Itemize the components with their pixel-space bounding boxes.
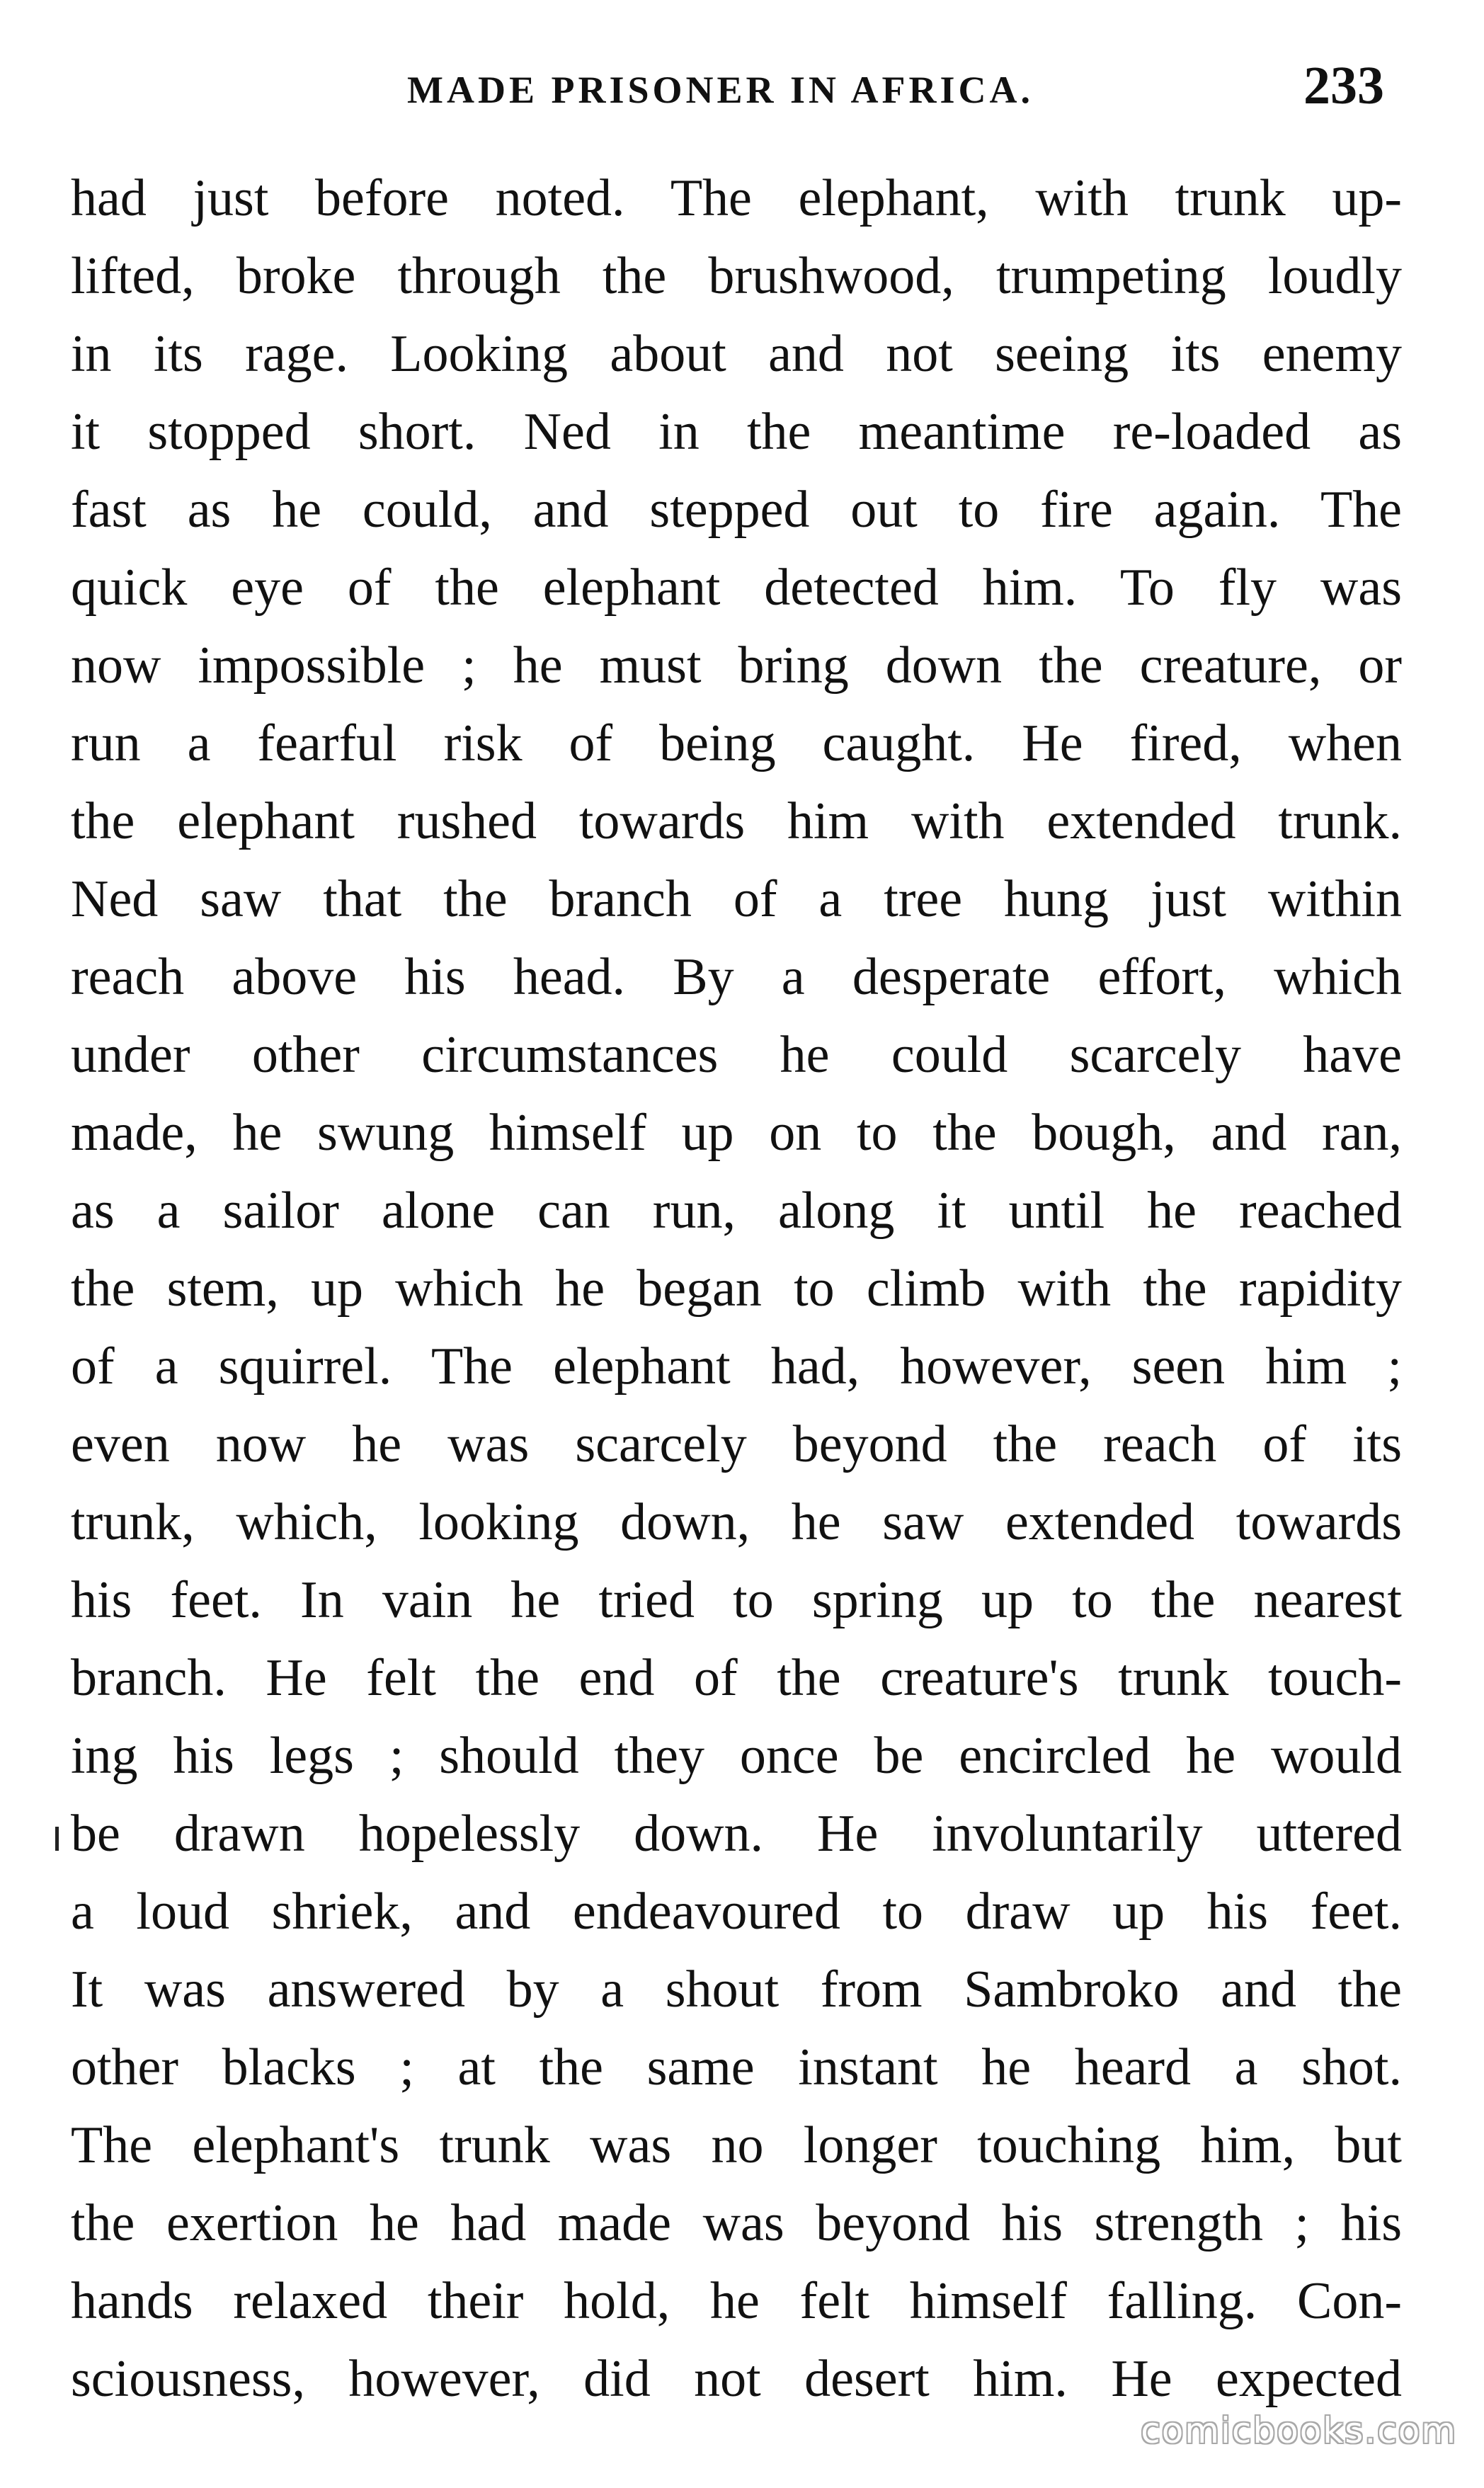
running-title: MADE PRISONER IN AFRICA. — [407, 69, 1034, 111]
text-line: hands relaxed their hold, he felt himself falling. Con- — [71, 2272, 1402, 2330]
text-line: fast as he could, and stepped out to fire again. The — [71, 481, 1402, 539]
text-line: other blacks ; at the same instant he heard a shot. — [71, 2038, 1402, 2096]
text-line: be drawn hopelessly down. He involuntarily uttered — [71, 1805, 1402, 1863]
text-line: sciousness, however, did not desert him. He expected — [71, 2350, 1402, 2408]
text-line: The elephant's trunk was no longer touching him, but — [71, 2116, 1402, 2174]
text-line: run a fearful risk of being caught. He fired, when — [71, 714, 1402, 772]
text-line: now impossible ; he must bring down the creature, or — [71, 637, 1402, 695]
text-line: trunk, which, looking down, he saw extended towards — [71, 1493, 1402, 1551]
running-head — [407, 55, 1384, 133]
text-line: the elephant rushed towards him with extended trunk. — [71, 792, 1402, 850]
text-line: as a sailor alone can run, along it until he reached — [71, 1182, 1402, 1240]
text-line: made, he swung himself up on to the bough, and ran, — [71, 1104, 1402, 1162]
text-line: reach above his head. By a desperate effort, which — [71, 948, 1402, 1006]
text-line: branch. He felt the end of the creature's trunk touch- — [71, 1649, 1402, 1707]
text-line: quick eye of the elephant detected him. To fly was — [71, 559, 1402, 617]
text-line: under other circumstances he could scarcely have — [71, 1026, 1402, 1084]
text-line: even now he was scarcely beyond the reach of its — [71, 1415, 1402, 1473]
page-number: 233 — [1303, 56, 1384, 115]
body-text — [71, 159, 1402, 2418]
margin-mark — [55, 1827, 59, 1851]
text-line: his feet. In vain he tried to spring up to the nearest — [71, 1571, 1402, 1629]
text-line: a loud shriek, and endeavoured to draw up his feet. — [71, 1883, 1402, 1941]
text-line: It was answered by a shout from Sambroko and the — [71, 1961, 1402, 2019]
text-line: lifted, broke through the brushwood, trumpeting loudly — [71, 247, 1402, 305]
text-line: in its rage. Looking about and not seeing its enemy — [71, 325, 1402, 383]
text-line: the exertion he had made was beyond his strength ; his — [71, 2194, 1402, 2252]
text-line: of a squirrel. The elephant had, however, seen him ; — [71, 1337, 1402, 1396]
text-line: Ned saw that the branch of a tree hung just within — [71, 870, 1402, 928]
text-line: the stem, up which he began to climb with the rapidity — [71, 1260, 1402, 1318]
text-line: had just before noted. The elephant, with trunk up- — [71, 169, 1402, 227]
text-line: ing his legs ; should they once be encircled he would — [71, 1727, 1402, 1785]
watermark: comicbooks.com — [1141, 2410, 1457, 2451]
text-line: it stopped short. Ned in the meantime re-loaded as — [71, 403, 1402, 461]
